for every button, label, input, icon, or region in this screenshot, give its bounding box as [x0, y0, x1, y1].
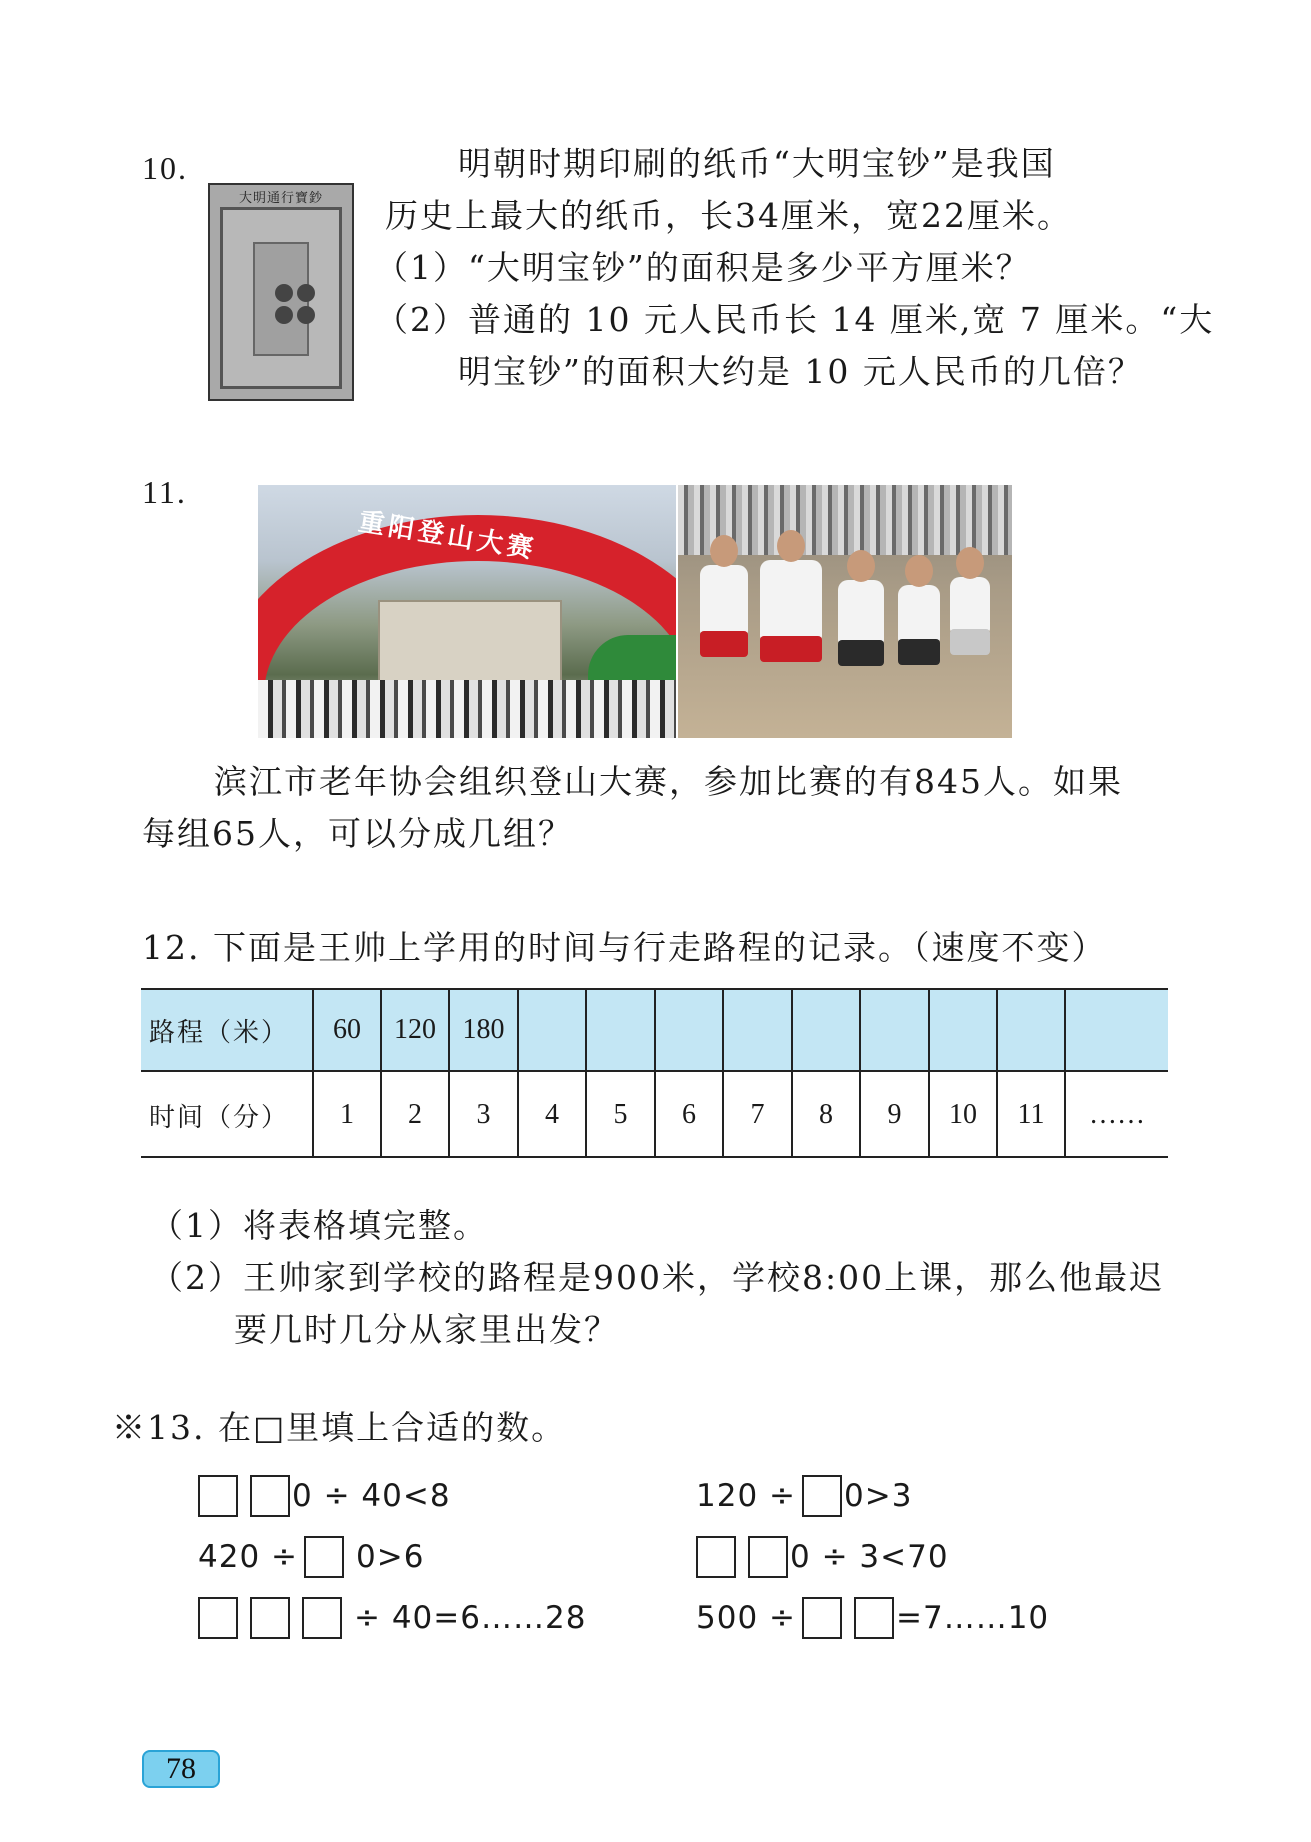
- q11-number: 11.: [142, 474, 187, 510]
- answer-box[interactable]: [302, 1597, 342, 1639]
- q13-expr-1-text: 0 ÷ 40<8: [292, 1478, 451, 1514]
- q12-sub2-line1: （2）王帅家到学校的路程是900米，学校8:00上课，那么他最迟: [150, 1258, 1165, 1297]
- q13-expr-2-post: 0>3: [844, 1478, 913, 1514]
- distance-cell: [723, 990, 792, 1071]
- distance-row: [141, 990, 1168, 1071]
- q10-sub2-line1: （2）普通的 10 元人民币长 14 厘米,宽 7 厘米。“大: [375, 300, 1215, 339]
- distance-cell: [518, 990, 586, 1071]
- q13-expr-1: [198, 1470, 451, 1522]
- q13-expr-6-post: =7……10: [896, 1600, 1050, 1636]
- time-cell: 4: [518, 1071, 586, 1158]
- time-header: 时间（分）: [149, 1102, 290, 1133]
- time-cell: 5: [586, 1071, 655, 1158]
- distance-cell: [655, 990, 723, 1071]
- answer-box[interactable]: [854, 1597, 894, 1639]
- distance-cell: [929, 990, 997, 1071]
- time-cell: 3: [449, 1071, 518, 1158]
- q13-expr-4-text: 0 ÷ 3<70: [790, 1539, 949, 1575]
- time-cell: 7: [723, 1071, 792, 1158]
- q13-expr-6-pre: 500 ÷: [696, 1600, 796, 1636]
- table-bottom-rule: [141, 1156, 1168, 1158]
- distance-cell: [997, 990, 1065, 1071]
- distance-cell: [586, 990, 655, 1071]
- answer-box[interactable]: [198, 1475, 238, 1517]
- answer-box[interactable]: [748, 1536, 788, 1578]
- answer-box[interactable]: [198, 1597, 238, 1639]
- q10-line1: 明朝时期印刷的纸币“大明宝钞”是我国: [458, 144, 1056, 183]
- q10-line2: 历史上最大的纸币，长34厘米，宽22厘米。: [385, 196, 1072, 235]
- q12-title: 12. 下面是王帅上学用的时间与行走路程的记录。（速度不变）: [142, 928, 1107, 967]
- runners-photo: [678, 485, 1012, 738]
- q13-expr-3-pre: 420 ÷: [198, 1539, 298, 1575]
- q12-sub1: （1）将表格填完整。: [150, 1206, 488, 1245]
- distance-cell: [1065, 990, 1168, 1071]
- q13-expr-6: [696, 1592, 1049, 1644]
- answer-box[interactable]: [696, 1536, 736, 1578]
- q13-expr-5: [198, 1592, 586, 1644]
- q13-expr-2-pre: 120 ÷: [696, 1478, 796, 1514]
- answer-box[interactable]: [250, 1475, 290, 1517]
- time-cell: 11: [997, 1071, 1065, 1158]
- distance-cell: 60: [313, 990, 381, 1071]
- answer-box[interactable]: [304, 1536, 344, 1578]
- q10-sub1: （1）“大明宝钞”的面积是多少平方厘米？: [375, 248, 1031, 287]
- time-cell: 2: [381, 1071, 449, 1158]
- race-arch-photo: [258, 485, 676, 738]
- distance-header: 路程（米）: [141, 990, 313, 1071]
- banknote-image: [208, 183, 354, 401]
- q13-title: ※13. 在□里填上合适的数。: [112, 1408, 567, 1447]
- q11-line2: 每组65人，可以分成几组？: [142, 814, 573, 853]
- time-cell: 6: [655, 1071, 723, 1158]
- banknote-heading: 大明通行寶鈔: [238, 191, 323, 206]
- race-banner-text: 重阳登山大赛: [356, 507, 539, 565]
- q13-expr-3: [198, 1531, 424, 1583]
- time-cell: 8: [792, 1071, 860, 1158]
- time-cell: 9: [860, 1071, 929, 1158]
- distance-cell: 120: [381, 990, 449, 1071]
- page-number: 78: [142, 1750, 220, 1788]
- distance-cell: 180: [449, 990, 518, 1071]
- q10-number: 10.: [142, 150, 188, 186]
- time-row: [141, 1071, 1168, 1158]
- q13-expr-3-post: 0>6: [356, 1539, 425, 1575]
- q13-expr-2: [696, 1470, 912, 1522]
- distance-cell: [860, 990, 929, 1071]
- q12-sub2-line2: 要几时几分从家里出发？: [234, 1310, 619, 1349]
- distance-time-table: [141, 990, 1168, 1158]
- answer-box[interactable]: [802, 1475, 842, 1517]
- q10-sub2-line2: 明宝钞”的面积大约是 10 元人民币的几倍？: [458, 352, 1143, 391]
- answer-box[interactable]: [802, 1597, 842, 1639]
- q11-line1: 滨江市老年协会组织登山大赛，参加比赛的有845人。如果: [214, 762, 1123, 801]
- q13-expr-4: [696, 1531, 949, 1583]
- q13-expr-5-text: ÷ 40=6……28: [354, 1600, 587, 1636]
- distance-cell: [792, 990, 860, 1071]
- time-cell-ellipsis: ……: [1065, 1071, 1168, 1158]
- time-cell: 10: [929, 1071, 997, 1158]
- answer-box[interactable]: [250, 1597, 290, 1639]
- time-cell: 1: [313, 1071, 381, 1158]
